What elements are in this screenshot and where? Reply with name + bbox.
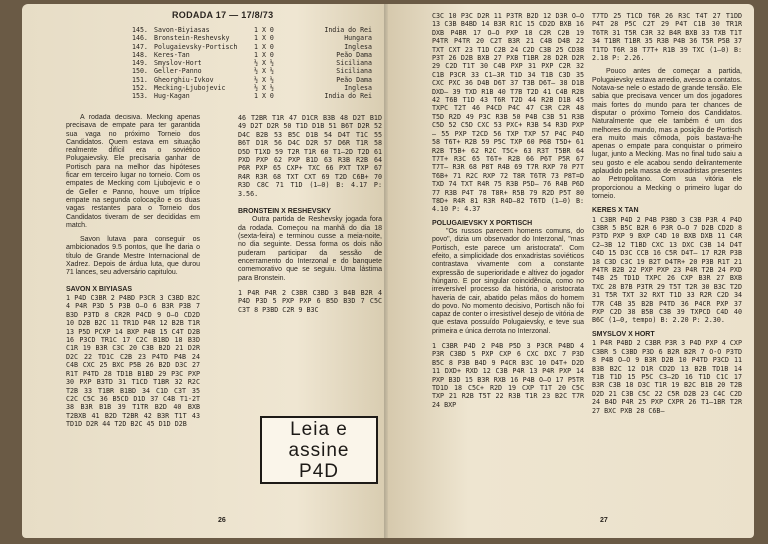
left-page: [22, 4, 388, 538]
result-game: Mecking-Ljubojevic: [154, 84, 226, 93]
result-country: India do Rei: [324, 92, 372, 101]
polugaievsky-game-title: POLUGAIEVSKY X PORTISCH: [432, 219, 533, 227]
result-row: [132, 84, 382, 92]
result-row: [132, 92, 382, 100]
result-country: Siciliana: [336, 59, 372, 68]
advert-line-1: Leia e: [290, 418, 348, 440]
result-row: [132, 34, 382, 42]
result-result: ½ X ½: [254, 75, 274, 84]
left-column-2: [238, 114, 382, 410]
result-num: 145.: [132, 26, 148, 34]
result-row: [132, 51, 382, 59]
polugaievsky-intro-text: "Os russos parecem homens comuns, do povo", dizia um observador do Interzonal, "mas Portisch, este parece um aristocrata". Com efeito, a simplicidade dos enxadristas soviéticos contrastava vivamente com a constante expressão de superioridade e altivez do jogador húngaro. E por singular coincidência, como no irreversível processo da história, o aristocrata haveria de cair, abatido pelas mãos do homem do povo. No momento decisivo, Portisch não foi capaz de conter o irresistível desejo de vitória de que estava possuído Polugaievsky, e teve sua primeira e única derrota no Interzonal.: [432, 228, 584, 335]
result-game: Hug-Kagan: [154, 92, 190, 101]
result-num: 150.: [132, 67, 148, 76]
result-country: India do Rei: [324, 26, 372, 34]
bronstein-moves-continued: C3C 10 P3C D2R 11 P3TR B2D 12 D3R O—O 13 C3B B4BD 14 B3R R1C 15 CD2D BXB 16 DXB P4BR 17 O—O PXP 18 C2R C2B 19 P4TR P4TR 20 C2T B3R 21 C4B D4B 22 TXT CXT 23 T1D C2B 24 C2D C3B 25 CD3B P3T 26 D2B BXB 27 PXB T1BR 28 D2R D2R 29 C2D T1T 30 C4B PXP 31 PXP C2R 32 C1B P3CR 33 C1—3R T1D 34 T1B C3D 35 CXC PXC 36 D4B D6T 37 T3B D6T— 38 D1B DXD— 39 TXD R1B 40 T7B T2D 41 C4B R2B 42 T6B T1D 43 T6R T2D 44 R2B D1B 45 TXPC T2T 46 P4CD P4C 47 C3R C2R 48 T5D R2D 49 P3C R3B 50 P4B C3B 51 R3B C5D 52 C5D CXC 53 PXC+ R3B 54 R3D PXP— 55 PXP T2CD 56 TXP TXP 57 P4C P4D 58 T6T+ R2B 59 P5C TXP 60 P6B T5D+ 61 R2B T5B+ 62 R2C T5C+ 63 R3T T5BR 64 T7T+ R3C 65 T6T+ R2B 66 P6T P5R 67 T7T— R3R 68 P8T R4B 69 T7R RXP 70 P7T T6B+ 71 R2C RXP 72 T8R T6TR 73 P8T=D TXD 74 TXT R4R 75 R3B P5D— 76 R4B P6D 77 R3B P4T 78 T8R+ R5B 79 R2D P5T 80 T8D+ R4R 81 R3R R4D—82 T6TD (1—0) B: 4.10 P: 4.37: [432, 12, 584, 214]
bronstein-game-moves: 1 P4R P4R 2 C3BR C3BD 3 B4B B2R 4 P4D P3D 5 PXP PXP 6 B5D B3D 7 C5C C3T 8 P3BD C2R 9 B3C: [238, 288, 382, 314]
result-game: Keres-Tan: [154, 50, 190, 59]
result-result: ½ X ½: [254, 67, 274, 76]
result-result: 1 X 0: [254, 92, 274, 101]
polugaievsky-moves-continued: T7TD 25 T1CD T6R 26 R3C T4T 27 T1DD P4T 28 P5C C2T 29 P4T C1B 30 TR1R T6TR 31 T5R C3R 32 B4R BXB 33 TXB T1T 34 T1BR T1BR 35 R3B P4B 36 T5R P5B 37 T1TD T6R 38 T7T+ R1B 39 TXC (1—0) B: 2.18 P: 2.26.: [592, 12, 742, 63]
keres-game-moves: 1 C3BR P4D 2 P4B P3BD 3 C3B P3R 4 P4D C3BR 5 B5C B2R 6 P3R O—O 7 D2B CD2D 8 P3TD PXP 9 BXP C4D 10 BXB DXB 11 C4R C2—3B 12 T1BD CXC 13 DXC C3B 14 D4T C4D 15 D3C CCB 16 C5R D4T— 17 R2R P3B 18 C3D C3C 19 B2T D4TR+ 20 P3B R1T 21 P4TR B2B 22 PXP PXP 23 P4R T2B 24 PXD T4B 25 TD1D TXPC 26 CXP B3R 27 BXB TXC 28 B7B P3TR 29 T5T T2R 30 B3C T2D 31 T5R TXT 32 RXT T1D 33 R2R C2D 34 T7R C4B 35 B2B P4TD 36 P4CR PXP 37 PXP C2D 38 B5B C3B 39 TXPCD C4D 40 B6C (1—0, tempo) B: 2.20 P: 2.30.: [592, 215, 742, 325]
result-num: 152.: [132, 84, 148, 93]
result-game: Gheorghiu-Ivkov: [154, 75, 214, 84]
result-country: Inglesa: [344, 84, 372, 93]
left-column-1: [66, 114, 200, 512]
result-result: 1 X 0: [254, 26, 274, 34]
result-num: 148.: [132, 50, 148, 59]
result-num: 153.: [132, 92, 148, 101]
result-game: Geller-Panno: [154, 67, 202, 76]
advert-line-2: assine: [288, 439, 350, 461]
savon-intro-text: Savon lutava para conseguir os ambicionados 9.5 pontos, que lhe daria o título de Grande Mestre Internacional de Xadrez. Depois de árdua luta, que durou 71 lances, seu adversário capitulou.: [66, 236, 200, 277]
round-intro-text: A rodada decisiva. Mecking apenas precisava de empate para ter garantida sua vaga no próximo Torneio dos Candidatos. Quem estava em situação realmente difícil era o soviético Polugaievsky. Ele precisaria ganhar de Portisch para na melhor das hipóteses ficar em terceiro lugar no torneio. Com os empates de Mecking com Ljubojevic e o de Geller e Panno, houve um tríplice empate na segunda colocação e os duas vagas restantes para o Torneio dos Candidatos tiveram de ser decididas em match.: [66, 114, 200, 229]
right-column-1: [432, 12, 584, 512]
keres-game-title: KERES X TAN: [592, 207, 639, 215]
round-results-table: [132, 26, 382, 101]
advert-line-3: P4D: [299, 460, 339, 482]
result-result: 1 X 0: [254, 34, 274, 43]
smyslov-game-title: SMYSLOV X HORT: [592, 330, 655, 338]
result-row: [132, 43, 382, 51]
result-result: 1 X 0: [254, 50, 274, 59]
result-game: Savon-Biyiasas: [154, 26, 210, 34]
result-game: Bronstein-Reshevsky: [154, 34, 230, 43]
result-num: 149.: [132, 59, 148, 68]
bronstein-intro-text: Outra partida de Reshevsky jogada fora da rodada. Começou na manhã do dia 18 (sexta-feira) e terminou cusse a meia-noite, no dia seguinte. Dessa forma os dois não puderam participar da sessão de encerramento do Interzonal e do banquete comemorativo que se seguiu. Uma lástima para Bronstein.: [238, 216, 382, 282]
result-num: 151.: [132, 75, 148, 84]
result-game: Smyslov-Hort: [154, 59, 202, 68]
savon-game-title: SAVON X BIYIASAS: [66, 285, 132, 293]
result-result: 1 X 0: [254, 42, 274, 51]
polugaievsky-game-moves: 1 C3BR P4D 2 P4B P5D 3 P3CR P4BD 4 P3R C3BD 5 PXP CXP 6 CXC DXC 7 P3D B5C 8 P3B B4D 9 P4CR B3C 10 D4T+ D2D 11 DXD+ RXD 12 C3B P4R 13 P4R PXP 14 PXP B3D 15 B3R RXB 16 P4B O—O 17 P5TR TD1D 18 C5C+ R2D 19 CXP T1T 20 C5C TXP 21 R2B T5T 22 R3B T1R 23 B2C T7R 24 BXP: [432, 342, 584, 409]
page-number-left: 26: [218, 517, 226, 524]
result-num: 146.: [132, 34, 148, 43]
smyslov-game-moves: 1 P4R P4BD 2 C3BR P3R 3 P4D PXP 4 CXP C3BR 5 C3BD P3D 6 B2R B2R 7 O-O P3TD 8 P4B O—O 9 B3R D2B 10 P4TD P3CD 11 B3B B2C 12 D1R CD2D 13 B2B TD1B 14 T1B T1D 15 P5C C3—2D 16 T1D C1C 17 B3R C3B 18 D3C T1R 19 B2C B1B 20 T2B D2D 21 C3B C5C 22 C5R D2B 23 C4C C2D 24 B4D P4R 25 PXP CXPR 26 T1—1BR T2R 27 BXC PXB 28 C6B—: [592, 339, 742, 415]
result-country: Hungara: [344, 34, 372, 43]
result-country: Inglesa: [344, 42, 372, 51]
right-page: [388, 4, 754, 538]
savon-moves-continued: 46 T2BR T1R 47 D1CR B3B 48 D2T B1D 49 D2T D2R 50 T1D D1B 51 B6T D2R 52 D4C B2B 53 B5C D1B 54 D4T T1C 55 B6T D1R 56 D4C D2R 57 D6R T1R 58 D5D T1XD 59 T2R T1R 60 T1—2D T2D 61 PXD PXP 62 PXP B1D 63 R3B R2B 64 P6R PXP 65 CXP+ TXC 66 PXT TXP 67 R4R R3R 68 TXT CXT 69 T2D C6B+ 70 R3D C8C 71 T1D (1—0) B: 4.17 P: 3.56.: [238, 114, 382, 198]
result-row: [132, 59, 382, 67]
right-column-2: [592, 12, 742, 512]
bronstein-game-title: BRONSTEIN X RESHEVSKY: [238, 208, 331, 216]
result-row: [132, 67, 382, 75]
result-result: ½ X ½: [254, 59, 274, 68]
subscribe-advert-box: [260, 416, 378, 484]
result-game: Polugaievsky-Portisch: [154, 42, 238, 51]
savon-game-moves: 1 P4D C3BR 2 P4BD P3CR 3 C3BD B2C 4 P4R P3D 5 P3B O—O 6 B3R P3B 7 B3D P3TD 8 CR2R P4CD 9 O—O CD2D 10 D2B B2C 11 TR1D P4R 12 B2B T1R 13 P5D PCXP 14 BXP P4B 15 C4T D2B 16 P3CD TR1C 17 C2C B1BD 18 B3D C1R 19 B3R C3C 20 C3B B2D 21 D2R D2C 22 TD1C C2B 23 P4TD P4B 24 C4B CXC 25 BXC P5B 26 B2D D3C 27 R1T P4TD 28 TD1B B1BD 29 P3C PXP 30 PXP B3TD 31 T1CD T1BR 32 R2C T2B 33 T1BR B1BD 34 C1D C3T 35 C2C C5C 36 B5CD D1D 37 C4B T1-2T 38 B3R B1B 39 T1TR B2D 40 BXB T2BXB 41 B2D T2BR 42 B3R T1T 43 TD1D D2R 44 T2D B2C 45 D1D D2B: [66, 294, 200, 429]
result-row: [132, 76, 382, 84]
result-num: 147.: [132, 42, 148, 51]
result-result: ½ X ½: [254, 84, 274, 93]
result-country: Peão Dama: [336, 75, 372, 84]
result-row: [132, 26, 382, 34]
result-country: Siciliana: [336, 67, 372, 76]
keres-intro-text: Pouco antes de começar a partida, Polugaievsky estava arredio, avesso a contatos. Notava-se nele o estado de grande tensão. Ele sabia que precisava vencer um dos jogadores mais fortes do mundo para ter chances de disputar o próximo Torneio dos Candidatos. Naturalmente que ele também é um dos melhores do mundo, mas a posição de Portisch era muito mais cômoda, pois bastava-lhe apenas o empate para conquistar o primeiro lugar, junto a Mecking. Mas no final tudo saiu a seu gosto e ele acabou sendo delirantemente aplaudido pela massa de enxadristas presentes ao Petropolitano. Com sua vitória ele proporcionou a Mecking o primeiro lugar do torneio.: [592, 68, 742, 200]
round-header: RODADA 17 — 17/8/73: [172, 10, 274, 20]
result-country: Peão Dama: [336, 50, 372, 59]
page-number-right: 27: [600, 517, 608, 524]
